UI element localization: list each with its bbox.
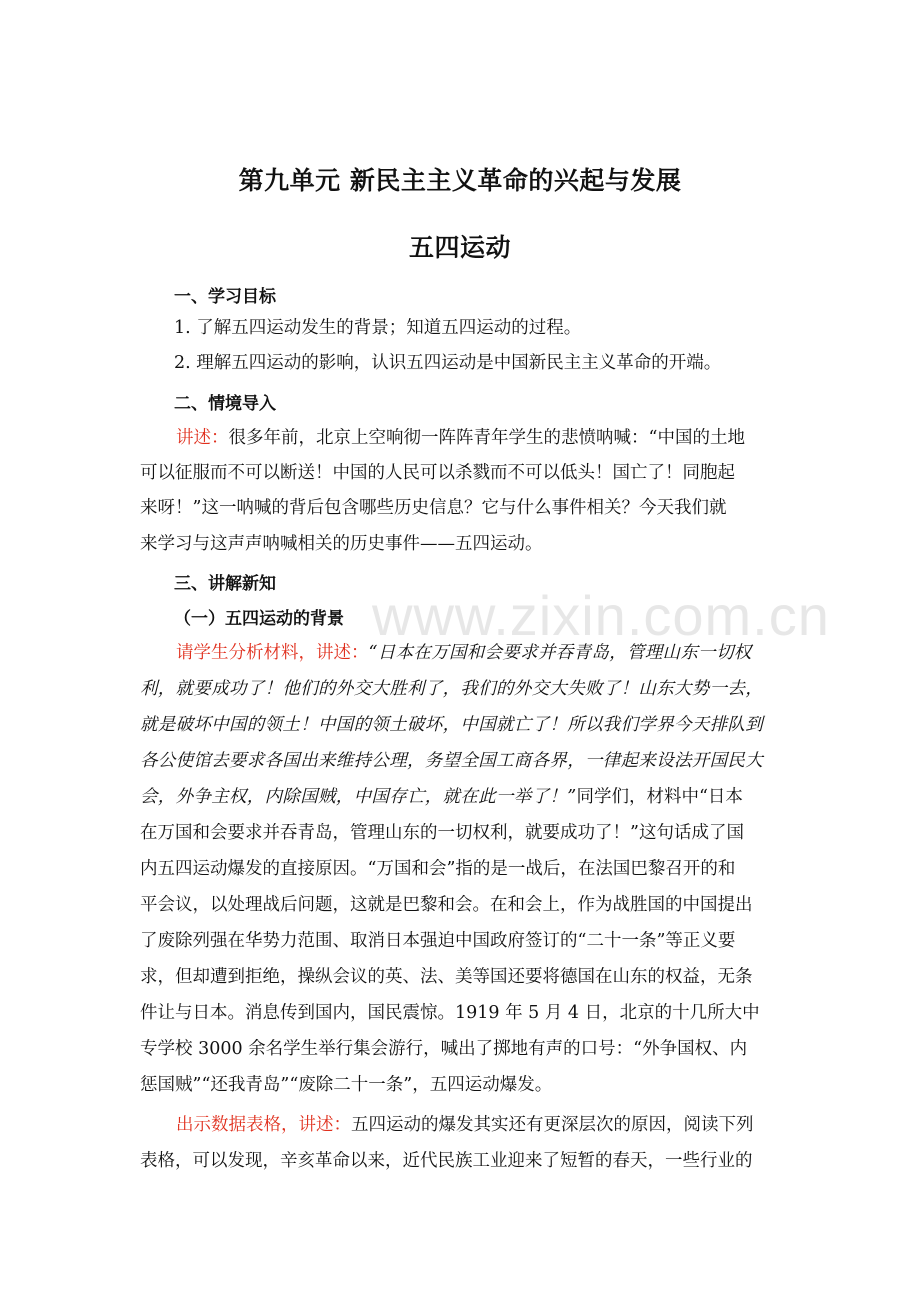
watermark: www.zixin.com.cn bbox=[372, 584, 830, 647]
intro-paragraph-line-2: 可以征服而不可以断送！中国的人民可以杀戮而不可以低头！国亡了！同胞起 bbox=[140, 463, 735, 483]
material-quote-line-5: 会，外争主权，内除国贼，中国存亡，就在此一举了！”同学们，材料中“日本 bbox=[140, 787, 743, 807]
body-line-3: 平会议，以处理战后问题，这就是巴黎和会。在和会上，作为战胜国的中国提出 bbox=[140, 895, 753, 915]
material-quote-line-4: 各公使馆去要求各国出来维持公理，务望全国工商各界，一律起来设法开国民大 bbox=[140, 751, 763, 771]
material-quote-line-2: 利，就要成功了！他们的外交大胜利了，我们的外交大失败了！山东大势一去， bbox=[140, 679, 763, 699]
table-paragraph-line-2: 表格，可以发现，辛亥革命以来，近代民族工业迎来了短暂的春天，一些行业的 bbox=[140, 1151, 753, 1171]
lesson-title: 五四运动 bbox=[408, 233, 511, 262]
intro-paragraph-line-4: 来学习与这声声呐喊相关的历史事件——五四运动。 bbox=[140, 534, 543, 554]
body-line-1: 在万国和会要求并吞青岛，管理山东的一切权利，就要成功了！”这句话成了国 bbox=[140, 823, 744, 843]
body-line-4: 了废除列强在华势力范围、取消日本强迫中国政府签订的“二十一条”等正义要 bbox=[140, 931, 736, 951]
intro-paragraph-line-1: 讲述：很多年前，北京上空响彻一阵阵青年学生的悲愤呐喊：“中国的土地 bbox=[176, 428, 745, 448]
intro-paragraph-line-3: 来呀！”这一呐喊的背后包含哪些历史信息？它与什么事件相关？今天我们就 bbox=[140, 498, 727, 518]
body-line-7: 专学校 3000 余名学生举行集会游行，喊出了掷地有声的口号：“外争国权、内 bbox=[140, 1039, 748, 1059]
goal-item-1: 1. 了解五四运动发生的背景；知道五四运动的过程。 bbox=[174, 318, 582, 338]
section-heading-intro: 二、情境导入 bbox=[174, 394, 276, 414]
subsection-heading-background: （一）五四运动的背景 bbox=[174, 609, 344, 629]
body-line-2: 内五四运动爆发的直接原因。“万国和会”指的是一战后，在法国巴黎召开的和 bbox=[140, 859, 736, 879]
material-paragraph-line-1: 请学生分析材料，讲述：“日本在万国和会要求并吞青岛，管理山东一切权 bbox=[176, 643, 752, 663]
analyze-label: 请学生分析材料，讲述： bbox=[176, 643, 369, 663]
show-table-label: 出示数据表格，讲述： bbox=[176, 1115, 351, 1135]
material-quote-line-3: 就是破坏中国的领土！中国的领土破坏，中国就亡了！所以我们学界今天排队到 bbox=[140, 715, 763, 735]
narrate-label: 讲述： bbox=[176, 428, 229, 448]
body-line-6: 件让与日本。消息传到国内，国民震惊。1919 年 5 月 4 日，北京的十几所大中 bbox=[140, 1003, 760, 1023]
body-line-8: 惩国贼”“还我青岛”“废除二十一条”，五四运动爆发。 bbox=[140, 1075, 553, 1095]
section-heading-goals: 一、学习目标 bbox=[174, 287, 276, 307]
goal-item-2: 2. 理解五四运动的影响，认识五四运动是中国新民主主义革命的开端。 bbox=[174, 353, 722, 373]
table-paragraph-line-1: 出示数据表格，讲述：五四运动的爆发其实还有更深层次的原因，阅读下列 bbox=[176, 1115, 754, 1135]
section-heading-new-knowledge: 三、讲解新知 bbox=[174, 574, 276, 594]
body-line-5: 求，但却遭到拒绝，操纵会议的英、法、美等国还要将德国在山东的权益，无条 bbox=[140, 967, 753, 987]
unit-title: 第九单元 新民主主义革命的兴起与发展 bbox=[238, 166, 682, 195]
